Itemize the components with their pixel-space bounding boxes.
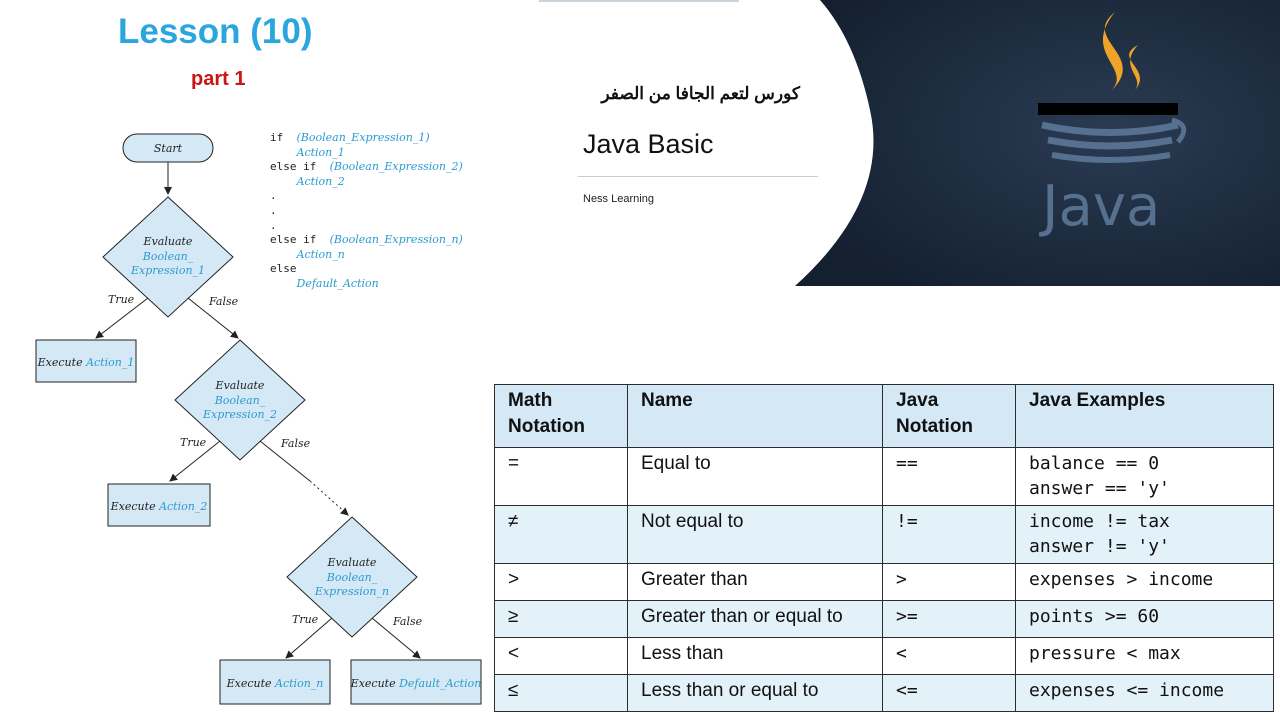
code-keyword: else if (270, 160, 330, 174)
java-example: balance == 0 (1029, 453, 1160, 474)
java-logo-text: Java (1042, 174, 1161, 239)
code-keyword: . (270, 189, 277, 203)
decision-n-true-label: True (292, 613, 319, 626)
math-notation-cell: < (495, 638, 628, 675)
code-argument: Action_1 (296, 145, 345, 159)
action-2-text: Execute Action_2 (110, 500, 208, 513)
action-n-text: Execute Action_n (226, 677, 324, 690)
java-examples-cell (1016, 675, 1274, 712)
java-example: pressure < max (1029, 643, 1181, 664)
java-notation-cell: > (883, 564, 1016, 601)
java-notation-cell: == (883, 448, 1016, 506)
decision-1-line1: Boolean_ (142, 250, 194, 263)
decision-1-true-label: True (108, 293, 135, 306)
java-example: income != tax (1029, 511, 1170, 532)
lesson-title: Lesson (10) (118, 12, 313, 51)
code-argument: (Boolean_Expression_2) (329, 160, 463, 174)
java-notation-cell: >= (883, 601, 1016, 638)
decision-n-line1: Boolean_ (326, 571, 378, 584)
decision-2-evaluate: Evaluate (215, 379, 265, 392)
code-keyword: else (270, 262, 297, 276)
name-cell: Greater than or equal to (628, 601, 883, 638)
java-notation-cell: != (883, 506, 1016, 564)
java-example: expenses > income (1029, 569, 1214, 590)
name-cell: Less than (628, 638, 883, 675)
code-keyword: if (270, 131, 297, 144)
math-notation-cell: ≠ (495, 506, 628, 564)
java-examples-cell (1016, 448, 1274, 506)
continuation-dots (310, 481, 348, 515)
decision-2-true-label: True (180, 436, 207, 449)
java-notation-cell: <= (883, 675, 1016, 712)
math-notation-cell: > (495, 564, 628, 601)
logo-background (795, 0, 1280, 286)
part-label: part 1 (191, 68, 246, 90)
decision-n-evaluate: Evaluate (327, 556, 377, 569)
table-row (495, 638, 1274, 675)
code-argument: Action_n (296, 247, 345, 261)
code-keyword: . (270, 218, 277, 232)
table-row (495, 601, 1274, 638)
code-argument: (Boolean_Expression_n) (329, 233, 463, 247)
table-header-row (495, 385, 1274, 448)
action-1-text: Execute Action_1 (37, 356, 135, 369)
java-example: answer == 'y' (1029, 478, 1170, 499)
decision-1-false-label: False (209, 295, 239, 308)
name-cell: Less than or equal to (628, 675, 883, 712)
header-math-notation: Math Notation (495, 385, 628, 448)
author-name: Ness Learning (583, 193, 654, 205)
name-cell: Greater than (628, 564, 883, 601)
decision-1-line2: Expression_1 (130, 264, 206, 277)
table-body (495, 448, 1274, 712)
java-examples-cell (1016, 564, 1274, 601)
name-cell: Not equal to (628, 506, 883, 564)
decision-n-false-label: False (393, 615, 423, 628)
top-divider (539, 0, 739, 2)
java-example: answer != 'y' (1029, 536, 1170, 557)
comparison-operators-table (494, 384, 1274, 712)
if-else-flowchart (0, 120, 500, 720)
java-examples-cell (1016, 506, 1274, 564)
java-examples-cell (1016, 601, 1274, 638)
code-argument: Default_Action (296, 276, 379, 290)
decision-2-line2: Expression_2 (202, 408, 278, 421)
math-notation-cell: ≤ (495, 675, 628, 712)
decision-2-false-label: False (281, 437, 311, 450)
table-row (495, 564, 1274, 601)
header-name: Name (628, 385, 883, 448)
decision-1-evaluate: Evaluate (143, 235, 193, 248)
arabic-course-title: كورس لتعم الجافا من الصفر (601, 84, 800, 103)
math-notation-cell: = (495, 448, 628, 506)
code-keyword: else if (270, 233, 330, 247)
action-default-text: Execute Default_Action (350, 677, 482, 690)
java-notation-cell: < (883, 638, 1016, 675)
name-cell: Equal to (628, 448, 883, 506)
java-example: expenses <= income (1029, 680, 1225, 701)
table-row (495, 506, 1274, 564)
decision-n-line2: Expression_n (314, 585, 390, 598)
code-argument: Action_2 (296, 174, 345, 188)
course-title: Java Basic (583, 129, 714, 159)
table-row (495, 448, 1274, 506)
java-examples-cell (1016, 638, 1274, 675)
code-keyword: . (270, 203, 277, 217)
header-java-examples: Java Examples (1016, 385, 1274, 448)
header-java-notation: Java Notation (883, 385, 1016, 448)
start-label: Start (153, 142, 183, 155)
math-notation-cell: ≥ (495, 601, 628, 638)
java-example: points >= 60 (1029, 606, 1160, 627)
table-row (495, 675, 1274, 712)
code-argument: (Boolean_Expression_1) (296, 131, 430, 144)
java-logo-panel (780, 0, 1280, 286)
decision-2-line1: Boolean_ (214, 394, 266, 407)
